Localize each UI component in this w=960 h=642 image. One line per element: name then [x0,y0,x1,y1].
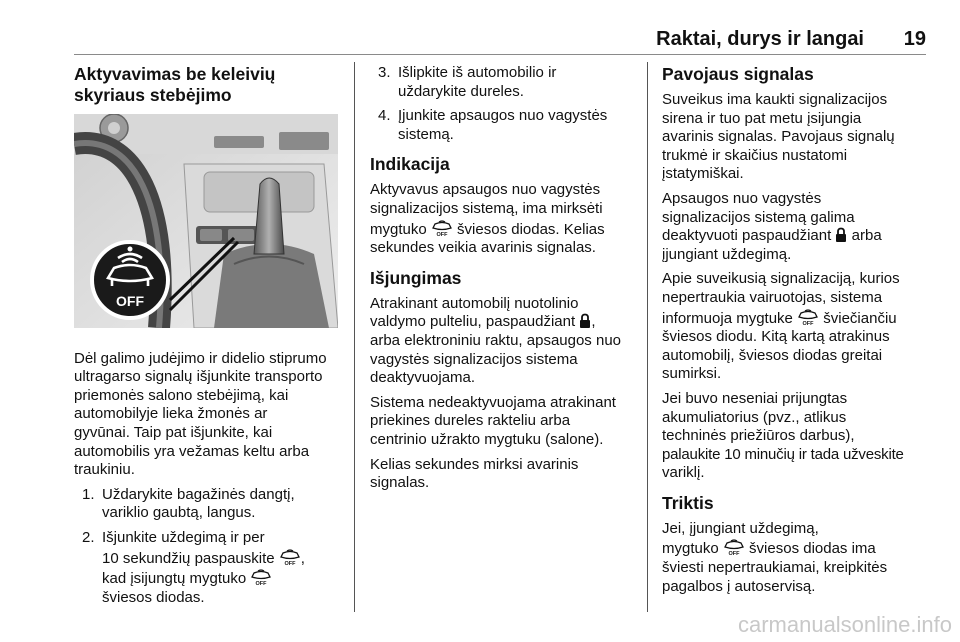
section-heading-triktis: Triktis [662,492,714,513]
header-rule [74,54,926,55]
column-divider [647,62,648,612]
pavojaus-paragraph-2: Apsaugos nuo vagystės signalizacijos sistemą galima deaktyvuoti paspaudžiant arba įjungiant uždegimą. [662,189,882,263]
watermark: carmanualsonline.info [737,612,952,637]
column-3 [662,64,930,602]
isjungimas-paragraph-3: Kelias sekundes mirksi avarinis signalas. [370,455,579,492]
section-heading-pavojaus: Pavojaus signalas [662,64,814,84]
list-item: 1. Uždarykite bagažinės dangtį, variklio gaubtą, langus. [82,485,295,522]
car-alarm-off-icon [723,538,745,556]
section-heading-indikacija: Indikacija [370,154,450,175]
isjungimas-paragraph-2: Sistema nedeaktyvuojama atrakinant priekines dureles rakteliu arba centrinio užrakto mygtuku (salone). [370,393,616,448]
section-heading-activation: Aktyvavimas be keleivių skyriaus stebėjimo [74,64,276,105]
list-item: 4. Įjunkite apsaugos nuo vagystės sistemą. [378,107,608,143]
column-divider [354,62,355,612]
pavojaus-paragraph-3: Apie suveikusią signalizaciją, kurios nepertraukia vairuotojas, sistema informuoja mygtuke OFF šviečiančiu šviesos diodu. Kitą kartą atrakinus automobilį, šviesos diodas greitai sumirksi. [662,270,900,383]
svg-text:OFF: OFF [436,231,448,237]
column-1 [74,64,344,613]
car-alarm-off-icon [431,219,453,237]
activation-steps-continued [370,64,635,144]
pavojaus-paragraph-4: Jei buvo neseniai prijungtas akumuliatorius (pvz., atlikus techninės priežiūros darbus), palaukite 10 minučių ir tada užveskite variklį. [662,389,904,482]
activation-paragraph: Dėl galimo judėjimo ir didelio stiprumo ultragarso signalų išjunkite transporto priemonės salono stebėjimą, kai automobilyje lieka žmonės ar gyvūnai. Taip pat išjunkite, kai automobilis yra vežamas keltu arba traukiniu. [74,349,327,479]
svg-text:OFF: OFF [255,581,267,587]
header-title: Raktai, durys ir langai [656,28,864,50]
list-item: 3. Išlipkite iš automobilio ir uždarykite dureles. [378,64,557,100]
triktis-paragraph: Jei, įjungiant uždegimą, mygtuko OFF šviesos diodas ima šviesti nepertraukiamai, kreipkitės pagalbos į autoservisą. [662,519,888,595]
indikacija-paragraph: Aktyvavus apsaugos nuo vagystės signalizacijos sistemą, ima mirksėti mygtuko OFF šviesos diodas. Kelias sekundes veikia avarinis signalas. [370,181,605,257]
svg-text:OFF: OFF [802,320,814,326]
car-alarm-off-icon [797,308,819,326]
svg-text:OFF: OFF [284,560,296,566]
column-2 [370,64,635,499]
section-heading-isjungimas: Išjungimas [370,267,462,288]
gear-console-figure [74,114,338,328]
padlock-icon [579,313,591,329]
padlock-icon [835,227,847,243]
car-alarm-off-icon [250,568,272,586]
list-item: 2. Išjunkite uždegimą ir per 10 sekundžių paspauskite OFF , kad įsijungtų mygtuko OFF šviesos diodas. [82,528,305,606]
car-alarm-off-icon [279,548,301,566]
pavojaus-paragraph-1: Suveikus ima kaukti signalizacijos sirena ir tuo pat metu įsijungia avarinis signalas. Pavojaus signalų trukmė ir skaičius nustatomi įstatymiškai. [662,91,895,183]
isjungimas-paragraph-1: Atrakinant automobilį nuotolinio valdymo pulteliu, paspaudžiant , arba elektroniniu raktu, apsaugos nuo vagystės signalizacijos sistema deaktyvuojama. [370,294,622,387]
activation-steps [74,486,344,608]
page-number: 19 [903,28,926,50]
svg-text:OFF: OFF [728,551,740,557]
off-button-label: OFF [116,293,144,309]
page-header [74,28,926,50]
